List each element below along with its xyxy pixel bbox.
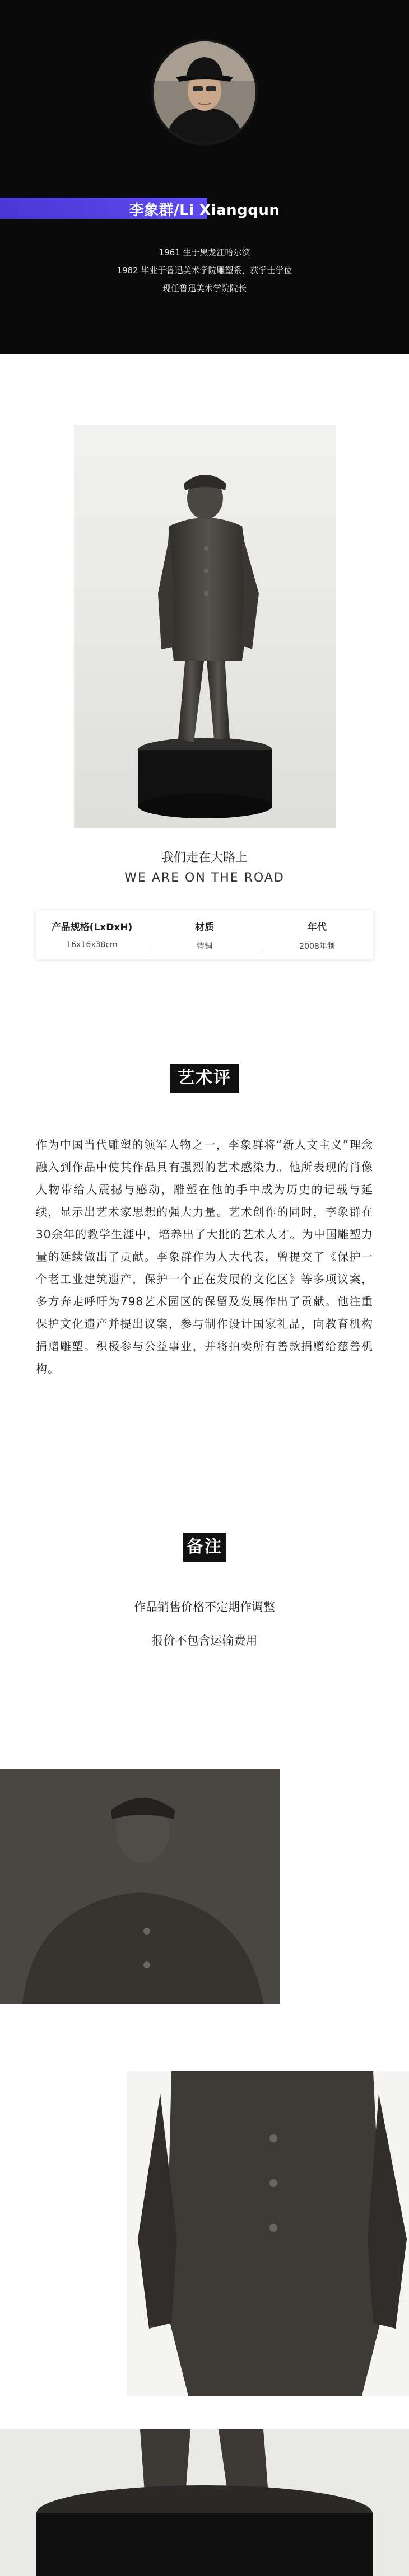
detail-photo-middle — [127, 2071, 409, 2396]
artwork-title-en: WE ARE ON THE ROAD — [124, 871, 285, 885]
spec-label: 产品规格(LxDxH) — [51, 922, 133, 933]
review-heading: 艺术评价 — [170, 1064, 239, 1093]
note-line: 报价不包含运输费用 — [151, 1634, 258, 1647]
bio-line: 1961 生于黑龙江哈尔滨 — [159, 247, 250, 257]
notes-heading: 备注 — [183, 1533, 226, 1562]
artist-name: 李象群/Li Xiangqun — [129, 202, 280, 219]
spec-label: 材质 — [195, 922, 214, 933]
detail-photo-base — [0, 2429, 409, 2576]
review-text: 作为中国当代雕塑的领军人物之一，李象群将“新人文主义”理念融入到作品中使其作品具有强烈的艺术感染力。他所表现的肖像人物带给人震撼与感动，雕塑在他的手中成为历史的记载与延续，显示出艺术家思想的强大力量。艺术创作的同时，李象群在30余年的教学生涯中，培养出了大批的艺术人才。为中国雕塑力量的延续做出了贡献。李象群作为人大代表，曾提交了《保护一个老工业建筑遗产，保护一个正在发展的文化区》等多项议案，多方奔走呼吁为798艺术园区的保留及发展作出了贡献。他注重保护文化遗产并提出议案，参与制作设计国家礼品，向教育机构捐赠雕塑。积极参与公益事业，并将拍卖所有善款捐赠给慈善机构。 — [36, 1138, 373, 1375]
bio-line: 1982 毕业于鲁迅美术学院雕塑系，获学士学位 — [117, 265, 292, 275]
spec-year — [261, 910, 373, 959]
spec-value: 2008年制 — [299, 942, 335, 951]
artwork-title-cn: 我们走在大路上 — [161, 851, 248, 865]
spec-size — [36, 910, 148, 959]
spec-value: 铸铜 — [197, 942, 212, 951]
artist-avatar — [151, 39, 258, 146]
spec-label: 年代 — [308, 922, 327, 933]
bio-line: 现任鲁迅美术学院院长 — [162, 283, 247, 293]
note-line: 作品销售价格不定期作调整 — [134, 1600, 275, 1614]
spec-value: 16x16x38cm — [66, 940, 118, 949]
detail-photo-upper — [0, 1769, 280, 2004]
spec-card — [36, 910, 373, 959]
spec-material — [148, 910, 261, 959]
sculpture-photo — [74, 425, 336, 828]
